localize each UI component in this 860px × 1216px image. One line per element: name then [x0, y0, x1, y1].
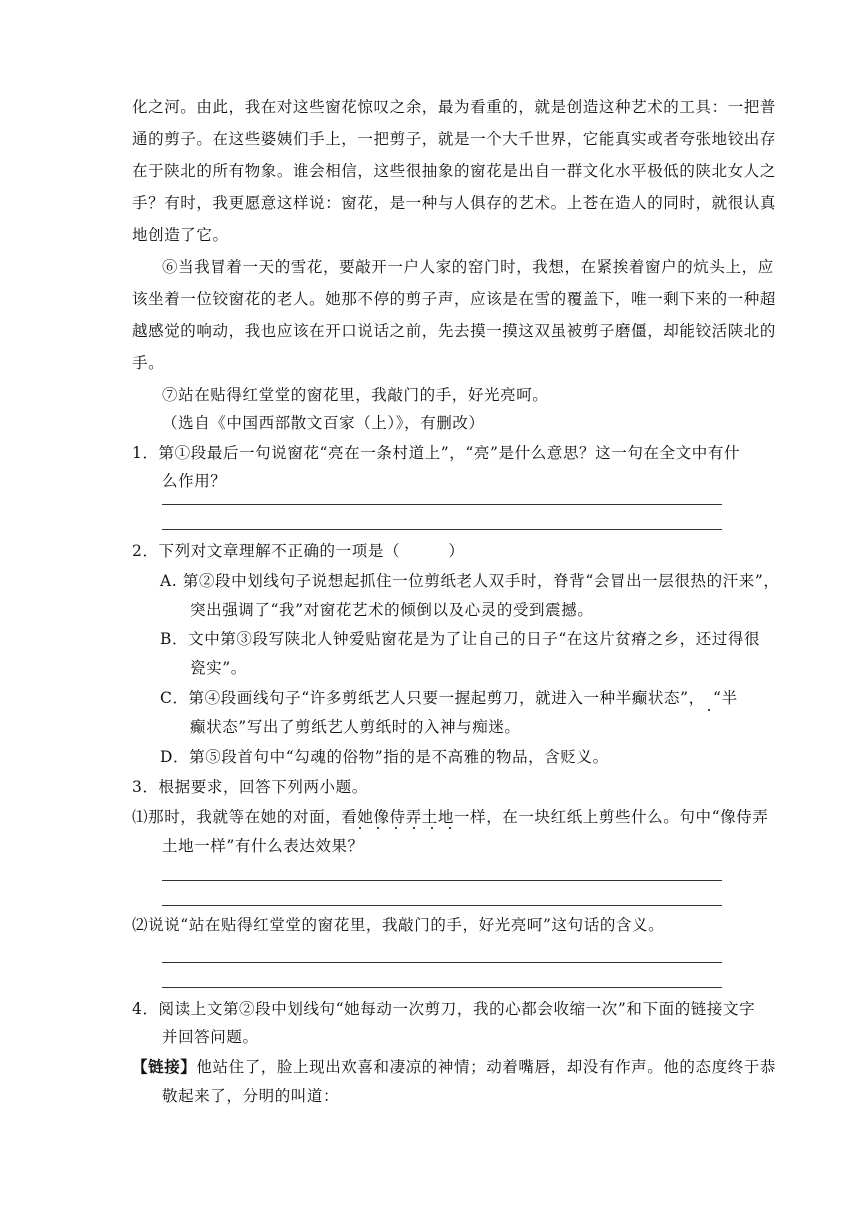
- question-1-line-2: 么作用？: [162, 472, 227, 490]
- answer-line-q1-b[interactable]: [162, 529, 722, 530]
- question-1-line-1: 1．第①段最后一句说窗花“亮在一条村道上”，“亮”是什么意思？这一句在全文中有什: [132, 444, 741, 462]
- passage-source: （选自《中国西部散文百家（上）》，有删改）: [162, 414, 485, 432]
- passage-p6-line-3: 越感觉的响动，我也应该在开口说话之前，先去摸一摸这双虽被剪子磨僵，却能铰活陕北的: [132, 322, 777, 340]
- passage-p5-line-5: 地创造了它。: [132, 226, 229, 244]
- question-4-line-2: 并回答问题。: [162, 1028, 259, 1046]
- passage-p6-line-2: 该坐着一位铰窗花的老人。她那不停的剪子声，应该是在雪的覆盖下，唯一剩下来的一种超: [132, 290, 777, 308]
- question-3-1-line-1: ⑴那时，我就等在她的对面，看她像侍弄土地一样，在一块红纸上剪些什么。句中“像侍弄: [132, 808, 769, 826]
- emphasis-dot: [359, 827, 361, 829]
- passage-p6-line-4: 手。: [132, 354, 165, 372]
- question-2-option-d: D．第⑤段首句中“勾魂的俗物”指的是不高雅的物品，含贬义。: [160, 748, 609, 766]
- passage-p7: ⑦站在贴得红堂堂的窗花里，我敲门的手，好光亮呵。: [162, 386, 549, 404]
- emphasis-dot: [708, 709, 710, 711]
- answer-line-q3-1-b[interactable]: [162, 905, 722, 906]
- question-4-line-1: 4．阅读上文第②段中划线句“她每动一次剪刀，我的心都会收缩一次”和下面的链接文字: [132, 1000, 756, 1018]
- question-2-option-b-line-2: 瓷实”。: [190, 659, 247, 677]
- emphasis-dot: [413, 827, 415, 829]
- question-3-1-line-2: 土地一样”有什么表达效果？: [162, 837, 364, 855]
- emphasis-dot: [395, 827, 397, 829]
- passage-p5-line-4: 手？有时，我更愿意这样说：窗花，是一种与人俱存的艺术。上苍在造人的同时，就很认真: [132, 194, 777, 212]
- question-2-option-a-line-1: A. 第②段中划线句子说想起抓住一位剪纸老人双手时，脊背“会冒出一层很热的汗来”，: [160, 572, 780, 590]
- emphasis-dot: [431, 827, 433, 829]
- answer-line-q3-2-b[interactable]: [162, 987, 722, 988]
- answer-line-q3-1-a[interactable]: [162, 880, 722, 881]
- link-text: 他站住了，脸上现出欢喜和凄凉的神情；动着嘴唇，却没有作声。他的态度终于恭: [196, 1058, 777, 1076]
- question-2-option-b-line-1: B．文中第③段写陕北人钟爱贴窗花是为了让自己的日子“在这片贫瘠之乡，还过得很: [160, 630, 761, 648]
- passage-p5-line-1: 化之河。由此，我在对这些窗花惊叹之余，最为看重的，就是创造这种艺术的工具：一把普: [132, 98, 777, 116]
- passage-p5-line-3: 在于陕北的所有物象。谁会相信，这些很抽象的窗花是出自一群文化水平极低的陕北女人之: [132, 162, 777, 180]
- emphasis-dot: [377, 827, 379, 829]
- answer-line-q3-2-a[interactable]: [162, 962, 722, 963]
- question-2-option-c-line-2: 癫状态”写出了剪纸艺人剪纸时的入神与痴迷。: [190, 718, 521, 736]
- passage-p6-line-1: ⑥当我冒着一天的雪花，要敲开一户人家的窑门时，我想，在紧挨着窗户的炕头上，应: [162, 258, 774, 276]
- answer-line-q1-a[interactable]: [162, 504, 722, 505]
- link-label: 【链接】: [132, 1057, 197, 1076]
- emphasis-dot: [449, 827, 451, 829]
- question-3-stem: 3．根据要求，回答下列两小题。: [132, 778, 368, 796]
- passage-p5-line-2: 通的剪子。在这些婆姨们手上，一把剪子，就是一个大千世界，它能真实或者夸张地铰出存: [132, 130, 777, 148]
- link-line-2: 敬起来了，分明的叫道：: [162, 1087, 340, 1105]
- question-3-2: ⑵说说“站在贴得红堂堂的窗花里，我敲门的手，好光亮呵”这句话的含义。: [132, 916, 665, 934]
- question-2-stem: 2．下列对文章理解不正确的一项是（ ）: [132, 542, 465, 560]
- question-2-option-a-line-2: 突出强调了“我”对窗花艺术的倾倒以及心灵的受到震撼。: [190, 601, 594, 619]
- question-2-option-c-line-1: C．第④段画线句子“许多剪纸艺人只要一握起剪刀，就进入一种半癫状态”， “半: [160, 689, 738, 707]
- link-line-1: [132, 1056, 776, 1078]
